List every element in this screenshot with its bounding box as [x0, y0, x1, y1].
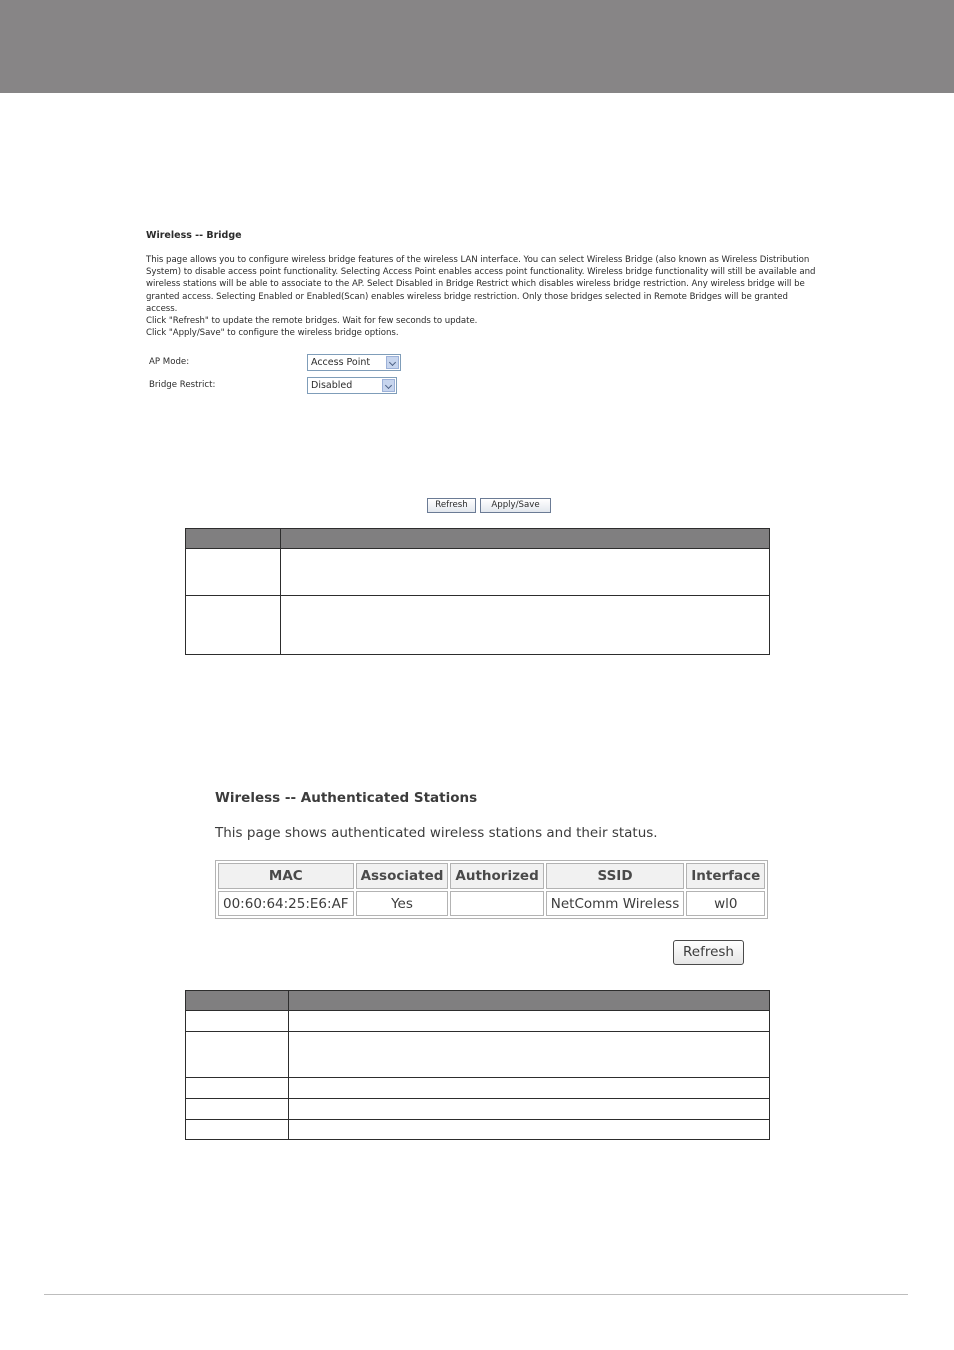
table-row [186, 1011, 770, 1032]
table-header-cell [186, 991, 289, 1011]
bridge-restrict-label: Bridge Restrict: [149, 380, 216, 390]
table-cell [281, 596, 770, 655]
bridge-description-line: access. [146, 303, 178, 314]
station-authorized [450, 891, 543, 916]
bridge-options-table [185, 528, 770, 655]
bridge-description-line: System) to disable access point functionality. Selecting Access Point enables access point functionality. Wireless bridge functionality will still be available and [146, 267, 816, 278]
station-associated: Yes [356, 891, 449, 916]
column-header-authorized: Authorized [450, 863, 543, 889]
stations-table [215, 860, 768, 919]
stations-fields-table [185, 990, 770, 1140]
apply-save-button[interactable]: Apply/Save [480, 498, 551, 513]
table-cell [289, 1011, 770, 1032]
wireless-bridge-panel [146, 230, 836, 391]
bridge-restrict-select[interactable] [307, 377, 397, 394]
chevron-down-icon[interactable] [382, 379, 395, 392]
page-header-band [0, 0, 954, 93]
table-header-cell [186, 529, 281, 549]
column-header-ssid: SSID [546, 863, 684, 889]
table-row [186, 1078, 770, 1099]
table-cell [289, 1032, 770, 1078]
ap-mode-select[interactable] [307, 354, 401, 371]
bridge-description-line: Click "Apply/Save" to configure the wireless bridge options. [146, 328, 399, 339]
auth-stations-description: This page shows authenticated wireless stations and their status. [215, 825, 658, 841]
table-header-cell [289, 991, 770, 1011]
bridge-restrict-value: Disabled [311, 380, 353, 391]
stations-refresh-button[interactable]: Refresh [673, 940, 744, 965]
bridge-title: Wireless -- Bridge [146, 230, 242, 241]
table-cell [186, 1011, 289, 1032]
bridge-description-line: This page allows you to configure wireless bridge features of the wireless LAN interface. You can select Wireless Bridge (also known as Wireless Distribution [146, 255, 810, 265]
table-header-row [186, 529, 770, 549]
bridge-description-line: wireless stations will be able to associate to the AP. Select Disabled in Bridge Restrict which disables wireless bridge restriction. Any wireless bridge will be [146, 279, 805, 290]
column-header-associated: Associated [356, 863, 449, 889]
bridge-description-line: granted access. Selecting Enabled or Enabled(Scan) enables wireless bridge restriction. Only those bridges selected in Remote Bridges will be granted [146, 291, 788, 302]
table-cell [289, 1099, 770, 1120]
table-row [186, 1032, 770, 1078]
table-row [218, 891, 765, 916]
table-cell [281, 549, 770, 596]
refresh-button[interactable]: Refresh [427, 498, 476, 513]
table-cell [289, 1078, 770, 1099]
ap-mode-label: AP Mode: [149, 357, 190, 367]
table-cell [289, 1120, 770, 1140]
table-cell [186, 1099, 289, 1120]
station-mac: 00:60:64:25:E6:AF [218, 891, 354, 916]
table-cell [186, 1120, 289, 1140]
bridge-description [146, 254, 836, 339]
ap-mode-value: Access Point [311, 357, 371, 368]
table-cell [186, 549, 281, 596]
stations-header-row [218, 863, 765, 889]
chevron-down-icon[interactable] [386, 356, 399, 369]
table-row [186, 549, 770, 596]
column-header-mac: MAC [218, 863, 354, 889]
table-row [186, 1120, 770, 1140]
station-interface: wl0 [686, 891, 765, 916]
table-row [186, 1099, 770, 1120]
table-header-row [186, 991, 770, 1011]
table-cell [186, 1032, 289, 1078]
footer-divider [44, 1294, 908, 1295]
bridge-description-line: Click "Refresh" to update the remote bridges. Wait for few seconds to update. [146, 316, 478, 327]
table-cell [186, 1078, 289, 1099]
station-ssid: NetComm Wireless [546, 891, 684, 916]
auth-stations-title: Wireless -- Authenticated Stations [215, 790, 478, 806]
table-cell [186, 596, 281, 655]
column-header-interface: Interface [686, 863, 765, 889]
table-header-cell [281, 529, 770, 549]
table-row [186, 596, 770, 655]
